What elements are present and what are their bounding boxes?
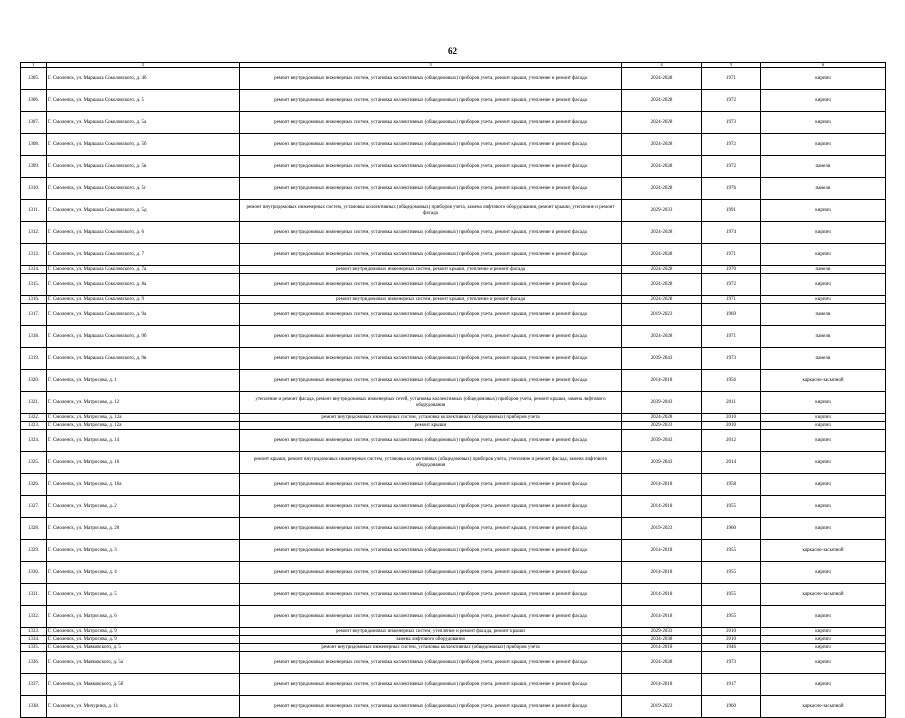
address-cell: Г. Смоленск, ул. Матросова, д. 14 — [47, 430, 240, 452]
table-row — [21, 422, 886, 430]
build-year-cell: 1960 — [702, 696, 761, 718]
address-cell: Г. Смоленск, ул. Маршала Соколовского, д. 7 — [47, 244, 240, 266]
wall-material-cell: панели — [761, 178, 886, 200]
row-number: 1306. — [21, 90, 47, 112]
address-cell: Г. Смоленск, ул. Матросова, д. 9 — [47, 636, 240, 644]
wall-material-cell: панели — [761, 156, 886, 178]
build-year-cell: 1971 — [702, 244, 761, 266]
address-cell: Г. Смоленск, ул. Маршала Соколовского, д. 5а — [47, 112, 240, 134]
wall-material-cell: кирпич — [761, 636, 886, 644]
period-cell: 2039-2043 — [622, 452, 702, 474]
wall-material-cell: кирпич — [761, 222, 886, 244]
table-row — [21, 644, 886, 652]
wall-material-cell: кирпич — [761, 652, 886, 674]
build-year-cell: 1917 — [702, 674, 761, 696]
address-cell: Г. Смоленск, ул. Матросова, д. 5 — [47, 584, 240, 606]
row-number: 1320. — [21, 370, 47, 392]
row-number: 1327. — [21, 496, 47, 518]
table-row — [21, 628, 886, 636]
works-cell: ремонт внутридомовых инженерных систем, установка коллективных (общедомовых) приборов учета, ремонт крыши, утепление и ремонт фасада — [240, 348, 622, 370]
table-row — [21, 274, 886, 296]
address-cell: Г. Смоленск, ул. Матросова, д. 12а — [47, 422, 240, 430]
row-number: 1325. — [21, 452, 47, 474]
wall-material-cell: кирпич — [761, 496, 886, 518]
address-cell: Г. Смоленск, ул. Мичурина, д. 11 — [47, 696, 240, 718]
table-row — [21, 540, 886, 562]
address-cell: Г. Смоленск, ул. Матросова, д. 3 — [47, 540, 240, 562]
build-year-cell: 1960 — [702, 518, 761, 540]
column-header: 1 — [21, 63, 47, 68]
wall-material-cell: кирпич — [761, 606, 886, 628]
table-row — [21, 430, 886, 452]
address-cell: Г. Смоленск, ул. Маршала Соколовского, д. 9в — [47, 348, 240, 370]
build-year-cell: 1973 — [702, 112, 761, 134]
works-cell: ремонт внутридомовых инженерных систем, установка коллективных (общедомовых) приборов учета — [240, 414, 622, 422]
address-cell: Г. Смоленск, ул. Маяковского, д. 5 — [47, 644, 240, 652]
column-header: 2 — [47, 63, 240, 68]
row-number: 1335. — [21, 644, 47, 652]
wall-material-cell: кирпич — [761, 628, 886, 636]
table-row — [21, 326, 886, 348]
works-cell: ремонт внутридомовых инженерных систем, установка коллективных (общедомовых) приборов учета, ремонт крыши, утепление и ремонт фасада — [240, 652, 622, 674]
table-row — [21, 392, 886, 414]
wall-material-cell: кирпич — [761, 430, 886, 452]
table-row — [21, 178, 886, 200]
wall-material-cell: кирпич — [761, 112, 886, 134]
period-cell: 2024-2028 — [622, 326, 702, 348]
build-year-cell: 2014 — [702, 452, 761, 474]
wall-material-cell: кирпич — [761, 644, 886, 652]
row-number: 1334. — [21, 636, 47, 644]
works-cell: ремонт внутридомовых инженерных систем, установка коллективных (общедомовых) приборов учета, ремонт крыши, утепление и ремонт фасада — [240, 274, 622, 296]
period-cell: 2024-2028 — [622, 222, 702, 244]
table-row — [21, 222, 886, 244]
table-row — [21, 606, 886, 628]
row-number: 1316. — [21, 296, 47, 304]
table-row — [21, 474, 886, 496]
row-number: 1308. — [21, 134, 47, 156]
works-cell: ремонт внутридомовых инженерных систем, установка коллективных (общедомовых) приборов учета, ремонт крыши, утепление и ремонт фасада — [240, 134, 622, 156]
period-cell: 2024-2028 — [622, 90, 702, 112]
works-cell: ремонт внутридомовых инженерных систем, установка коллективных (общедомовых) приборов учета, ремонт крыши, утепление и ремонт фасада — [240, 222, 622, 244]
build-year-cell: 2010 — [702, 422, 761, 430]
table-row — [21, 200, 886, 222]
row-number: 1323. — [21, 422, 47, 430]
row-number: 1305. — [21, 68, 47, 90]
works-cell: ремонт внутридомовых инженерных систем, установка коллективных (общедомовых) приборов учета, ремонт крыши, утепление и ремонт фасада — [240, 244, 622, 266]
works-cell: ремонт внутридомовых инженерных систем, установка коллективных (общедомовых) приборов учета, ремонт крыши, утепление и ремонт фасада — [240, 674, 622, 696]
table-row — [21, 68, 886, 90]
address-cell: Г. Смоленск, ул. Маршала Соколовского, д. 8а — [47, 274, 240, 296]
table-row — [21, 90, 886, 112]
build-year-cell: 1972 — [702, 90, 761, 112]
works-cell: ремонт внутридомовых инженерных систем, установка коллективных (общедомовых) приборов учета, ремонт крыши, утепление и ремонт фасада — [240, 584, 622, 606]
build-year-cell: 1991 — [702, 200, 761, 222]
column-header: 4 — [622, 63, 702, 68]
row-number: 1331. — [21, 584, 47, 606]
period-cell: 2029-2033 — [622, 628, 702, 636]
works-cell: ремонт внутридомовых инженерных систем, установка коллективных (общедомовых) приборов учета, ремонт крыши, утепление и ремонт фасада — [240, 304, 622, 326]
row-number: 1317. — [21, 304, 47, 326]
period-cell: 2029-2033 — [622, 200, 702, 222]
table-row — [21, 244, 886, 266]
works-cell: ремонт внутридомовых инженерных систем, установка коллективных (общедомовых) приборов учета, ремонт крыши, утепление и ремонт фасада — [240, 430, 622, 452]
table-row — [21, 414, 886, 422]
wall-material-cell: панели — [761, 304, 886, 326]
address-cell: Г. Смоленск, ул. Маршала Соколовского, д. 5в — [47, 156, 240, 178]
table-row — [21, 296, 886, 304]
row-number: 1336. — [21, 652, 47, 674]
period-cell: 2029-2033 — [622, 422, 702, 430]
wall-material-cell: панели — [761, 266, 886, 274]
row-number: 1337. — [21, 674, 47, 696]
build-year-cell: 1974 — [702, 222, 761, 244]
address-cell: Г. Смоленск, ул. Маршала Соколовского, д. 5б — [47, 134, 240, 156]
table-row — [21, 112, 886, 134]
wall-material-cell: кирпич — [761, 274, 886, 296]
wall-material-cell: кирпич — [761, 90, 886, 112]
works-cell: ремонт внутридомовых инженерных систем, установка коллективных (общедомовых) приборов учета, ремонт крыши, утепление и ремонт фасада — [240, 606, 622, 628]
address-cell: Г. Смоленск, ул. Маршала Соколовского, д. 6 — [47, 222, 240, 244]
row-number: 1307. — [21, 112, 47, 134]
works-cell: ремонт внутридомовых инженерных систем, установка коллективных (общедомовых) приборов учета, ремонт крыши, утепление и ремонт фасада — [240, 68, 622, 90]
wall-material-cell: кирпич — [761, 200, 886, 222]
address-cell: Г. Смоленск, ул. Матросова, д. 1 — [47, 370, 240, 392]
period-cell: 2019-2023 — [622, 304, 702, 326]
period-cell: 2024-2028 — [622, 134, 702, 156]
wall-material-cell: кирпич — [761, 452, 886, 474]
wall-material-cell: кирпич — [761, 68, 886, 90]
works-cell: ремонт внутридомовых инженерных систем, установка коллективных (общедомовых) приборов учета, ремонт крыши, утепление и ремонт фасада — [240, 562, 622, 584]
period-cell: 2024-2028 — [622, 244, 702, 266]
period-cell: 2039-2043 — [622, 430, 702, 452]
works-cell: ремонт внутридомовых инженерных систем, установка коллективных (общедомовых) приборов учета, ремонт крыши, утепление и ремонт фасада — [240, 696, 622, 718]
table-row — [21, 496, 886, 518]
period-cell: 2014-2018 — [622, 474, 702, 496]
wall-material-cell: кирпич — [761, 474, 886, 496]
wall-material-cell: каркасно-засыпной — [761, 540, 886, 562]
period-cell: 2024-2028 — [622, 274, 702, 296]
row-number: 1328. — [21, 518, 47, 540]
build-year-cell: 1955 — [702, 606, 761, 628]
works-cell: ремонт крыши — [240, 422, 622, 430]
table-row — [21, 348, 886, 370]
build-year-cell: 1955 — [702, 540, 761, 562]
works-cell: утепление и ремонт фасада, ремонт внутридомовых инженерных сетей, установка коллективных (общедомовых) приборов учета, ремонт крыши, замена лифтового оборудования — [240, 392, 622, 414]
period-cell: 2034-2038 — [622, 636, 702, 644]
works-cell: ремонт внутридомовых инженерных систем, установка коллективных (общедомовых) приборов учета — [240, 644, 622, 652]
table-row — [21, 304, 886, 326]
period-cell: 2024-2028 — [622, 156, 702, 178]
row-number: 1313. — [21, 244, 47, 266]
address-cell: Г. Смоленск, ул. Матросова, д. 2 — [47, 496, 240, 518]
wall-material-cell: каркасно-засыпной — [761, 370, 886, 392]
period-cell: 2014-2018 — [622, 674, 702, 696]
period-cell: 2024-2028 — [622, 68, 702, 90]
wall-material-cell: кирпич — [761, 392, 886, 414]
period-cell: 2024-2028 — [622, 112, 702, 134]
build-year-cell: 1956 — [702, 370, 761, 392]
period-cell: 2019-2023 — [622, 696, 702, 718]
row-number: 1330. — [21, 562, 47, 584]
row-number: 1332. — [21, 606, 47, 628]
wall-material-cell: каркасно-засыпной — [761, 584, 886, 606]
table-row — [21, 134, 886, 156]
build-year-cell: 1976 — [702, 178, 761, 200]
period-cell: 2039-2043 — [622, 392, 702, 414]
period-cell: 2024-2028 — [622, 652, 702, 674]
wall-material-cell: кирпич — [761, 134, 886, 156]
build-year-cell: 1972 — [702, 274, 761, 296]
period-cell: 2024-2028 — [622, 296, 702, 304]
build-year-cell: 1972 — [702, 134, 761, 156]
row-number: 1321. — [21, 392, 47, 414]
row-number: 1338. — [21, 696, 47, 718]
row-number: 1318. — [21, 326, 47, 348]
address-cell: Г. Смоленск, ул. Матросова, д. 12а — [47, 414, 240, 422]
row-number: 1309. — [21, 156, 47, 178]
build-year-cell: 1969 — [702, 304, 761, 326]
build-year-cell: 1970 — [702, 266, 761, 274]
row-number: 1319. — [21, 348, 47, 370]
wall-material-cell: панели — [761, 348, 886, 370]
works-cell: ремонт внутридомовых инженерных систем, утепление и ремонт фасада, ремонт крыши — [240, 628, 622, 636]
period-cell: 2014-2018 — [622, 496, 702, 518]
build-year-cell: 2012 — [702, 430, 761, 452]
column-header: 5 — [702, 63, 761, 68]
period-cell: 2024-2028 — [622, 414, 702, 422]
works-cell: ремонт внутридомовых инженерных систем, установка коллективных (общедомовых) приборов учета, ремонт крыши, утепление и ремонт фасада — [240, 540, 622, 562]
build-year-cell: 1973 — [702, 348, 761, 370]
period-cell: 2014-2018 — [622, 584, 702, 606]
address-cell: Г. Смоленск, ул. Матросова, д. 9 — [47, 628, 240, 636]
works-cell: ремонт внутридомовых инженерных систем, установка коллективных (общедомовых) приборов учета, замена лифтового оборудования, ремонт крыши, утепление и ремонт фасада — [240, 200, 622, 222]
table-row — [21, 584, 886, 606]
address-cell: Г. Смоленск, ул. Матросова, д. 4 — [47, 562, 240, 584]
build-year-cell: 2010 — [702, 628, 761, 636]
address-cell: Г. Смоленск, ул. Маяковского, д. 5а — [47, 652, 240, 674]
address-cell: Г. Смоленск, ул. Маршала Соколовского, д. 7а — [47, 266, 240, 274]
address-cell: Г. Смоленск, ул. Матросова, д. 12 — [47, 392, 240, 414]
period-cell: 2019-2023 — [622, 518, 702, 540]
works-cell: ремонт внутридомовых инженерных систем, установка коллективных (общедомовых) приборов учета, ремонт крыши, утепление и ремонт фасада — [240, 474, 622, 496]
period-cell: 2024-2028 — [622, 266, 702, 274]
table-row — [21, 562, 886, 584]
works-cell: ремонт внутридомовых инженерных систем, установка коллективных (общедомовых) приборов учета, ремонт крыши, утепление и ремонт фасада — [240, 370, 622, 392]
works-cell: ремонт внутридомовых инженерных систем, установка коллективных (общедомовых) приборов учета, ремонт крыши, утепление и ремонт фасада — [240, 326, 622, 348]
build-year-cell: 1958 — [702, 474, 761, 496]
build-year-cell: 1946 — [702, 644, 761, 652]
works-cell: ремонт внутридомовых инженерных систем, установка коллективных (общедомовых) приборов учета, ремонт крыши, утепление и ремонт фасада — [240, 496, 622, 518]
table-row — [21, 652, 886, 674]
row-number: 1329. — [21, 540, 47, 562]
table-row — [21, 674, 886, 696]
works-cell: ремонт внутридомовых инженерных систем, установка коллективных (общедомовых) приборов учета, ремонт крыши, утепление и ремонт фасада — [240, 112, 622, 134]
row-number: 1311. — [21, 200, 47, 222]
column-header: 3 — [240, 63, 622, 68]
build-year-cell: 1972 — [702, 156, 761, 178]
row-number: 1315. — [21, 274, 47, 296]
period-cell: 2014-2018 — [622, 540, 702, 562]
address-cell: Г. Смоленск, ул. Маршала Соколовского, д. 9 — [47, 296, 240, 304]
wall-material-cell: кирпич — [761, 518, 886, 540]
build-year-cell: 1971 — [702, 296, 761, 304]
wall-material-cell: кирпич — [761, 674, 886, 696]
address-cell: Г. Смоленск, ул. Маршала Соколовского, д. 4б — [47, 68, 240, 90]
table-row — [21, 266, 886, 274]
wall-material-cell: кирпич — [761, 562, 886, 584]
address-cell: Г. Смоленск, ул. Матросова, д. 20 — [47, 518, 240, 540]
works-cell: ремонт внутридомовых инженерных систем, ремонт крыши, утепление и ремонт фасада — [240, 296, 622, 304]
build-year-cell: 1971 — [702, 68, 761, 90]
build-year-cell: 1971 — [702, 326, 761, 348]
address-cell: Г. Смоленск, ул. Матросова, д. 16а — [47, 474, 240, 496]
works-cell: ремонт внутридомовых инженерных систем, ремонт крыши, утепление и ремонт фасада — [240, 266, 622, 274]
period-cell: 2014-2018 — [622, 606, 702, 628]
works-cell: ремонт внутридомовых инженерных систем, установка коллективных (общедомовых) приборов учета, ремонт крыши, утепление и ремонт фасада — [240, 156, 622, 178]
address-cell: Г. Смоленск, ул. Маршала Соколовского, д. 5г — [47, 178, 240, 200]
build-year-cell: 2011 — [702, 392, 761, 414]
address-cell: Г. Смоленск, ул. Матросова, д. 16 — [47, 452, 240, 474]
period-cell: 2014-2018 — [622, 644, 702, 652]
row-number: 1310. — [21, 178, 47, 200]
wall-material-cell: кирпич — [761, 422, 886, 430]
address-cell: Г. Смоленск, ул. Маршала Соколовского, д. 9б — [47, 326, 240, 348]
table-row — [21, 156, 886, 178]
build-year-cell: 1955 — [702, 584, 761, 606]
page-number: 62 — [448, 46, 457, 56]
column-header: 6 — [761, 63, 886, 68]
address-cell: Г. Смоленск, ул. Маршала Соколовского, д. 9а — [47, 304, 240, 326]
works-cell: ремонт внутридомовых инженерных систем, установка коллективных (общедомовых) приборов учета, ремонт крыши, утепление и ремонт фасада — [240, 178, 622, 200]
period-cell: 2024-2028 — [622, 178, 702, 200]
works-cell: замена лифтового оборудования — [240, 636, 622, 644]
table-row — [21, 370, 886, 392]
works-cell: ремонт крыши, ремонт внутридомовых инженерных систем, установка коллективных (общедомовых) приборов учета, утепление и ремонт фасада, замена лифтового оборудования — [240, 452, 622, 474]
period-cell: 2014-2018 — [622, 370, 702, 392]
row-number: 1333. — [21, 628, 47, 636]
wall-material-cell: кирпич — [761, 296, 886, 304]
wall-material-cell: панели — [761, 326, 886, 348]
works-cell: ремонт внутридомовых инженерных систем, установка коллективных (общедомовых) приборов учета, ремонт крыши, утепление и ремонт фасада — [240, 90, 622, 112]
row-number: 1312. — [21, 222, 47, 244]
wall-material-cell: кирпич — [761, 414, 886, 422]
row-number: 1322. — [21, 414, 47, 422]
address-cell: Г. Смоленск, ул. Маршала Соколовского, д. 5 — [47, 90, 240, 112]
address-cell: Г. Смоленск, ул. Маяковского, д. 5б — [47, 674, 240, 696]
build-year-cell: 2010 — [702, 414, 761, 422]
table-row — [21, 452, 886, 474]
table-row — [21, 518, 886, 540]
build-year-cell: 2010 — [702, 636, 761, 644]
period-cell: 2039-2043 — [622, 348, 702, 370]
works-cell: ремонт внутридомовых инженерных систем, установка коллективных (общедомовых) приборов учета, ремонт крыши, утепление и ремонт фасада — [240, 518, 622, 540]
row-number: 1326. — [21, 474, 47, 496]
row-number: 1324. — [21, 430, 47, 452]
address-cell: Г. Смоленск, ул. Матросова, д. 6 — [47, 606, 240, 628]
address-cell: Г. Смоленск, ул. Маршала Соколовского, д. 5д — [47, 200, 240, 222]
build-year-cell: 1973 — [702, 652, 761, 674]
build-year-cell: 1955 — [702, 562, 761, 584]
period-cell: 2014-2018 — [622, 562, 702, 584]
build-year-cell: 1955 — [702, 496, 761, 518]
table-row — [21, 696, 886, 718]
wall-material-cell: каркасно-засыпной — [761, 696, 886, 718]
row-number: 1314. — [21, 266, 47, 274]
capital-repair-table — [20, 62, 886, 718]
wall-material-cell: кирпич — [761, 244, 886, 266]
